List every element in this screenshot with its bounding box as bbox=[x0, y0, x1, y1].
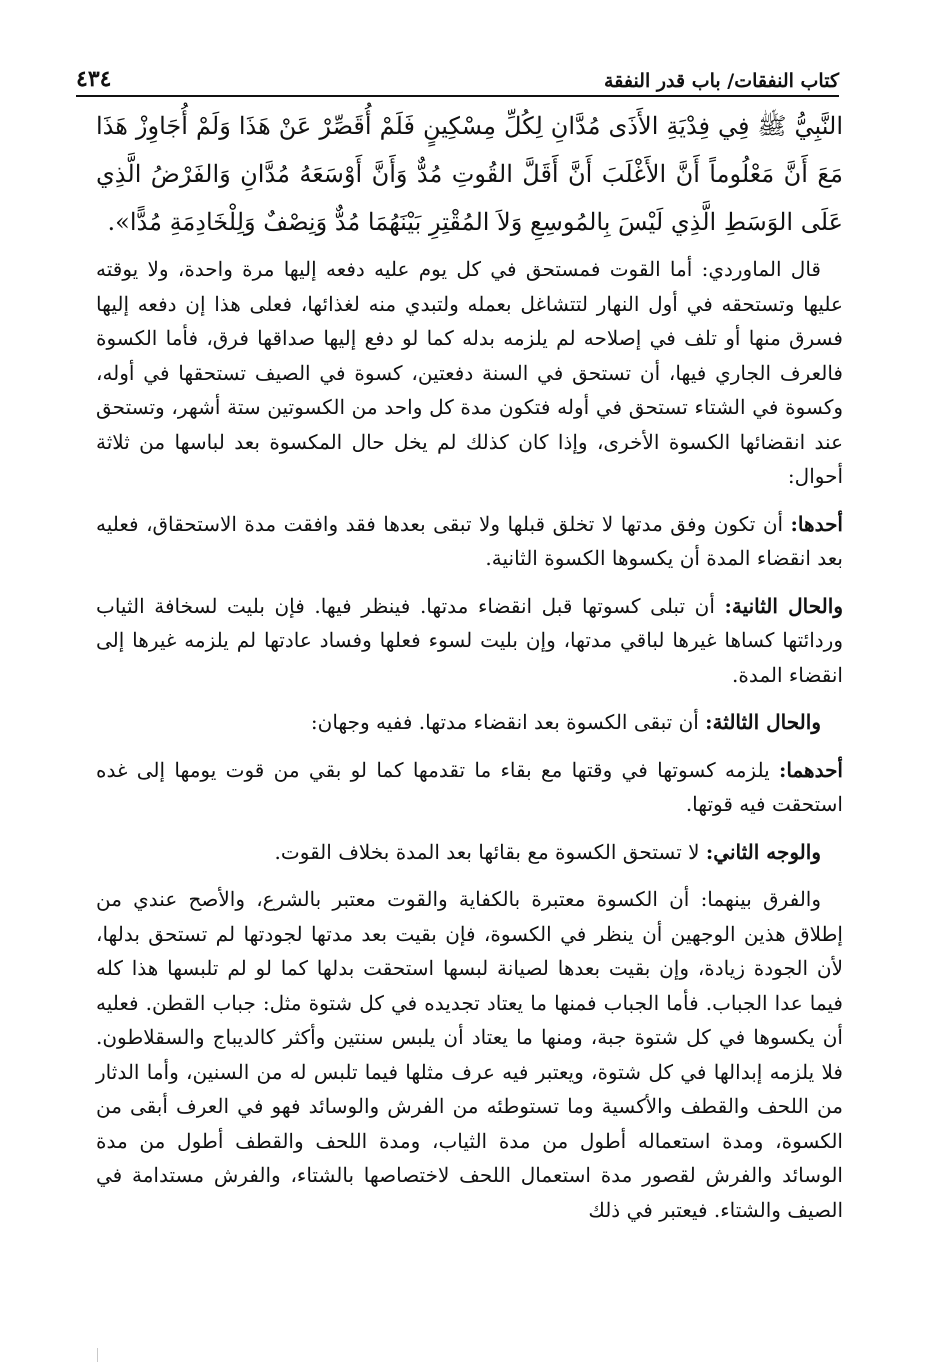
paragraph-first-case bbox=[96, 507, 843, 576]
paragraph-text: لا تستحق الكسوة مع بقائها بعد المدة بخلاف القوت. bbox=[274, 839, 706, 864]
scan-gutter-mark bbox=[97, 1348, 98, 1362]
paragraph-text: قال الماوردي: أما القوت فمستحق في كل يوم عليه دفعه إليها مرة واحدة، ولا يوقته عليها وتستحقه في أول النهار لتتشاغل بعمله ولتبدي منه لغذائها، فعلى هذا إن دفعه إليها فسرق منها أو تلف في إصلاحه لم يلزمه بدله كما لو دفع إليها صداقها فرق، فأما الكسوة فالعرف الجاري فيها، أن تستحق في السنة دفعتين، كسوة في الصيف تستحقها في أوله، وكسوة في الشتاء تستحق في أوله فتكون مدة كل واحد من الكسوتين ستة أشهر، وتستحق عند انقضائها الكسوة الأخرى، وإذا كان كذلك لم يخل حال المكسوة بعد لباسها من ثلاثة أحوال: bbox=[96, 257, 843, 488]
page-number: ٤٣٤ bbox=[76, 66, 112, 92]
paragraph-text: يلزمه كسوتها في وقتها مع بقاء ما تقدمها كما لو بقي من قوت يومها إلى غده استحقت فيه قوتها. bbox=[96, 757, 843, 816]
paragraph-lead: والحال الثالثة: bbox=[705, 710, 821, 734]
paragraph-text: أن تكون وفق مدتها لا تخلق قبلها ولا تبقى بعدها فقد وافقت مدة الاستحقاق، فعليه بعد انقضاء المدة أن يكسوها الكسوة الثانية. bbox=[96, 511, 843, 570]
paragraph-second-case bbox=[96, 589, 843, 693]
hadith-quote: النَّبِيُّ ﷺ فِي فِدْيَةِ الأَذَى مُدَّانِ لِكُلِّ مِسْكِينٍ فَلَمْ أُقَصِّرْ عَنْ هَذَا وَلَمْ أُجَاوِزْ هَذَا مَعَ أَنَّ مَعْلُوماً أَنَّ الأَغْلَبَ أَنَّ أَقَلَّ القُوتِ مُدٌّ وَأَنَّ أَوْسَعَهُ مُدَّانِ وَالفَرْضُ الَّذِي عَلَى الوَسَطِ الَّذِي لَيْسَ بِالمُوسِعِ وَلاَ المُقْتِرِ بَيْنَهُمَا مُدٌّ وَنِصْفٌ وَلِلْخَادِمَةِ مُدًّا». bbox=[96, 112, 843, 236]
paragraph-third-case bbox=[96, 705, 843, 740]
paragraph-text: أن تبقى الكسوة بعد انقضاء مدتها. ففيه وجهان: bbox=[310, 710, 706, 734]
paragraph-lead: والحال الثانية: bbox=[724, 593, 843, 618]
header-rule bbox=[76, 95, 839, 97]
paragraph-text: أن تبلى كسوتها قبل انقضاء مدتها. فينظر فيها. فإن بليت لسخافة الثياب وردائتها كساها غيرها لباقي مدتها، وإن بليت لسوء فعلها وفساد عادتها لم يلزمه غيرها إلى انقضاء المدة. bbox=[96, 593, 843, 687]
page-body bbox=[96, 102, 843, 1240]
paragraph-difference bbox=[96, 882, 843, 1227]
paragraph-lead: أحدها: bbox=[790, 511, 843, 536]
paragraph-lead: والوجه الثاني: bbox=[705, 839, 821, 864]
paragraph-mawardi-intro bbox=[96, 252, 843, 494]
paragraph-first-view bbox=[96, 753, 843, 822]
page-header bbox=[76, 58, 839, 92]
paragraph-lead: أحدهما: bbox=[778, 757, 843, 782]
paragraph-second-view bbox=[96, 835, 843, 870]
paragraph-text: والفرق بينهما: أن الكسوة معتبرة بالكفاية والقوت معتبر بالشرع، والأصح عندي من إطلاق هذين الوجهين أن ينظر في الكسوة، فإن بقيت بعد مدتها لجودتها لم تستحق بدلها، لأن الجودة زيادة، وإن بقيت بعدها لصيانة لبسها استحقت بدلها كما لو لم تلبسها هذا كله فيما عدا الجباب. فأما الجباب فمنها ما يعتاد تجديده في كل شتوة مثل: جباب القطن. فعليه أن يكسوها في كل شتوة جبة، ومنها ما يعتاد أن يلبس سنتين وأكثر كالديباج والسقلاطون. فلا يلزمه إبدالها في كل شتوة، ويعتبر فيه عرف مثلها فيما تلبس له من السنين، وأما الدثار من اللحف والقطف والأكسية وما تستوطئه من الفرش والوسائد فهو في العرف أبقى من الكسوة، ومدة استعماله أطول من مدة الثياب، ومدة اللحف والقطف أطول من مدة الوسائد والفرش لقصور مدة استعمال اللحف لاختصاصها بالشتاء، والفرش مستدامة في الصيف والشتاء. فيعتبر في ذلك bbox=[96, 887, 843, 1222]
running-title: كتاب النفقات/ باب قدر النفقة bbox=[604, 70, 839, 92]
